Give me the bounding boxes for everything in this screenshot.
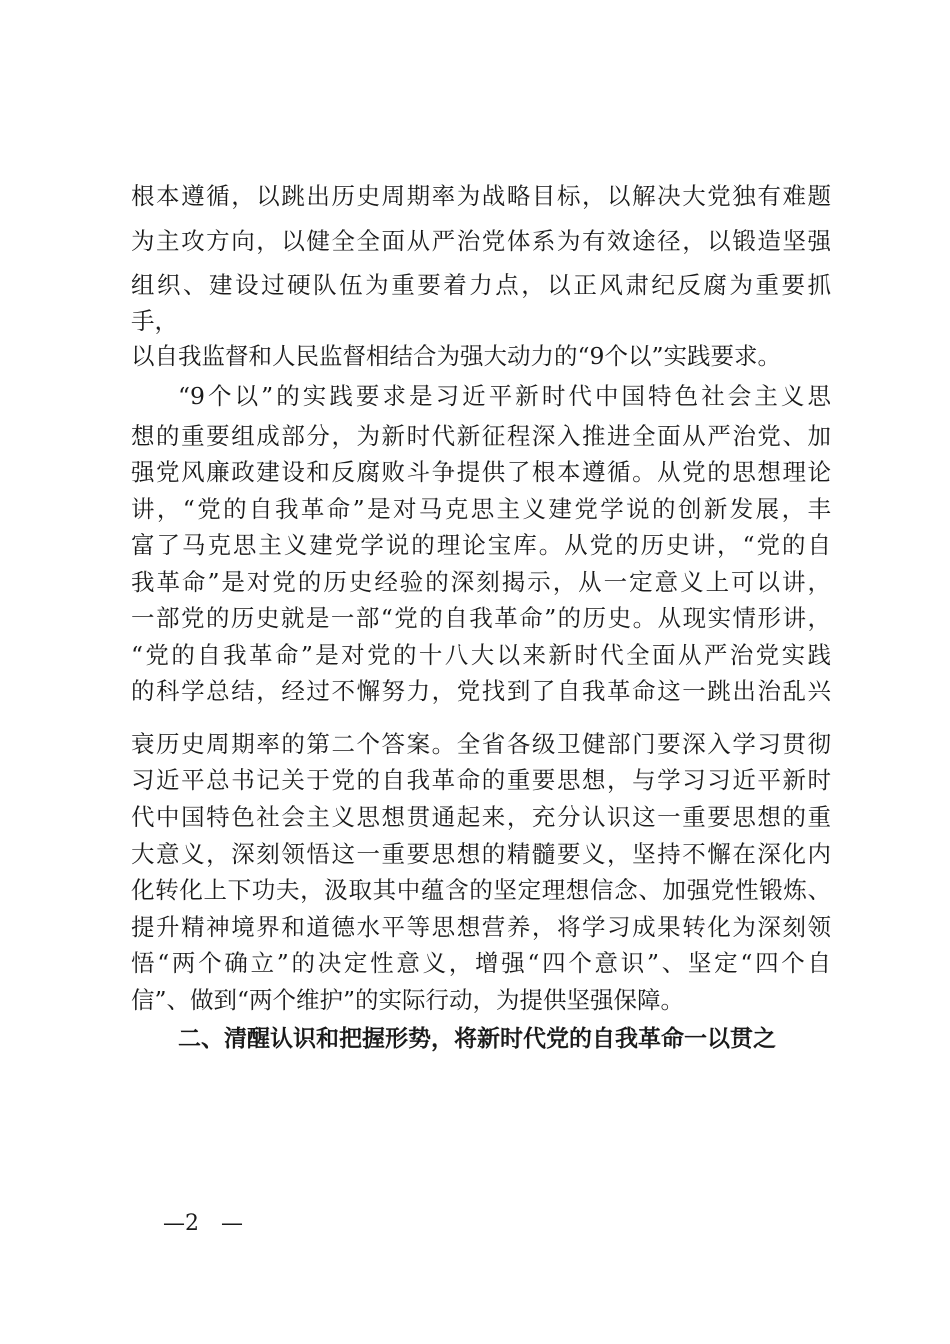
paragraph-line: 为主攻方向，以健全全面从严治党体系为有效途径，以锻造坚强 bbox=[131, 227, 831, 255]
paragraph-line: 讲，“党的自我革命”是对马克思主义建党学说的创新发展，丰 bbox=[131, 495, 831, 523]
paragraph-line: 衰历史周期率的第二个答案。全省各级卫健部门要深入学习贯彻 bbox=[131, 730, 831, 758]
page-number: —2 — bbox=[163, 1211, 243, 1236]
paragraph-line: 悟“两个确立”的决定性意义，增强“四个意识”、坚定“四个自 bbox=[131, 949, 831, 977]
paragraph-line: 想的重要组成部分，为新时代新征程深入推进全面从严治党、加 bbox=[131, 422, 831, 450]
paragraph-line: 组织、建设过硬队伍为重要着力点，以正风肃纪反腐为重要抓 bbox=[131, 271, 831, 299]
paragraph-line: “党的自我革命”是对党的十八大以来新时代全面从严治党实践 bbox=[131, 641, 831, 669]
paragraph-line: 以自我监督和人民监督相结合为强大动力的“9个以”实践要求。 bbox=[131, 342, 781, 370]
paragraph-line: 提升精神境界和道德水平等思想营养，将学习成果转化为深刻领 bbox=[131, 913, 831, 941]
paragraph-line: 强党风廉政建设和反腐败斗争提供了根本遵循。从党的思想理论 bbox=[131, 458, 831, 486]
paragraph-line: 信”、做到“两个维护”的实际行动，为提供坚强保障。 bbox=[131, 986, 685, 1014]
paragraph-line: 富了马克思主义建党学说的理论宝库。从党的历史讲，“党的自 bbox=[131, 531, 831, 559]
paragraph-line: 化转化上下功夫，汲取其中蕴含的坚定理想信念、加强党性锻炼、 bbox=[131, 876, 831, 904]
paragraph-line: “9个以”的实践要求是习近平新时代中国特色社会主义思 bbox=[178, 382, 831, 410]
paragraph-line: 根本遵循，以跳出历史周期率为战略目标，以解决大党独有难题 bbox=[131, 182, 831, 210]
paragraph-line: 的科学总结，经过不懈努力，党找到了自我革命这一跳出治乱兴 bbox=[131, 677, 831, 705]
paragraph-line: 一部党的历史就是一部“党的自我革命”的历史。从现实情形讲， bbox=[131, 604, 831, 632]
paragraph-line: 代中国特色社会主义思想贯通起来，充分认识这一重要思想的重 bbox=[131, 803, 831, 831]
paragraph-line: 我革命”是对党的历史经验的深刻揭示，从一定意义上可以讲， bbox=[131, 568, 831, 596]
section-heading: 二、清醒认识和把握形势，将新时代党的自我革命一以贯之 bbox=[178, 1026, 776, 1052]
paragraph-line: 手， bbox=[131, 307, 178, 335]
paragraph-line: 习近平总书记关于党的自我革命的重要思想，与学习习近平新时 bbox=[131, 766, 831, 794]
paragraph-line: 大意义，深刻领悟这一重要思想的精髓要义，坚持不懈在深化内 bbox=[131, 840, 831, 868]
